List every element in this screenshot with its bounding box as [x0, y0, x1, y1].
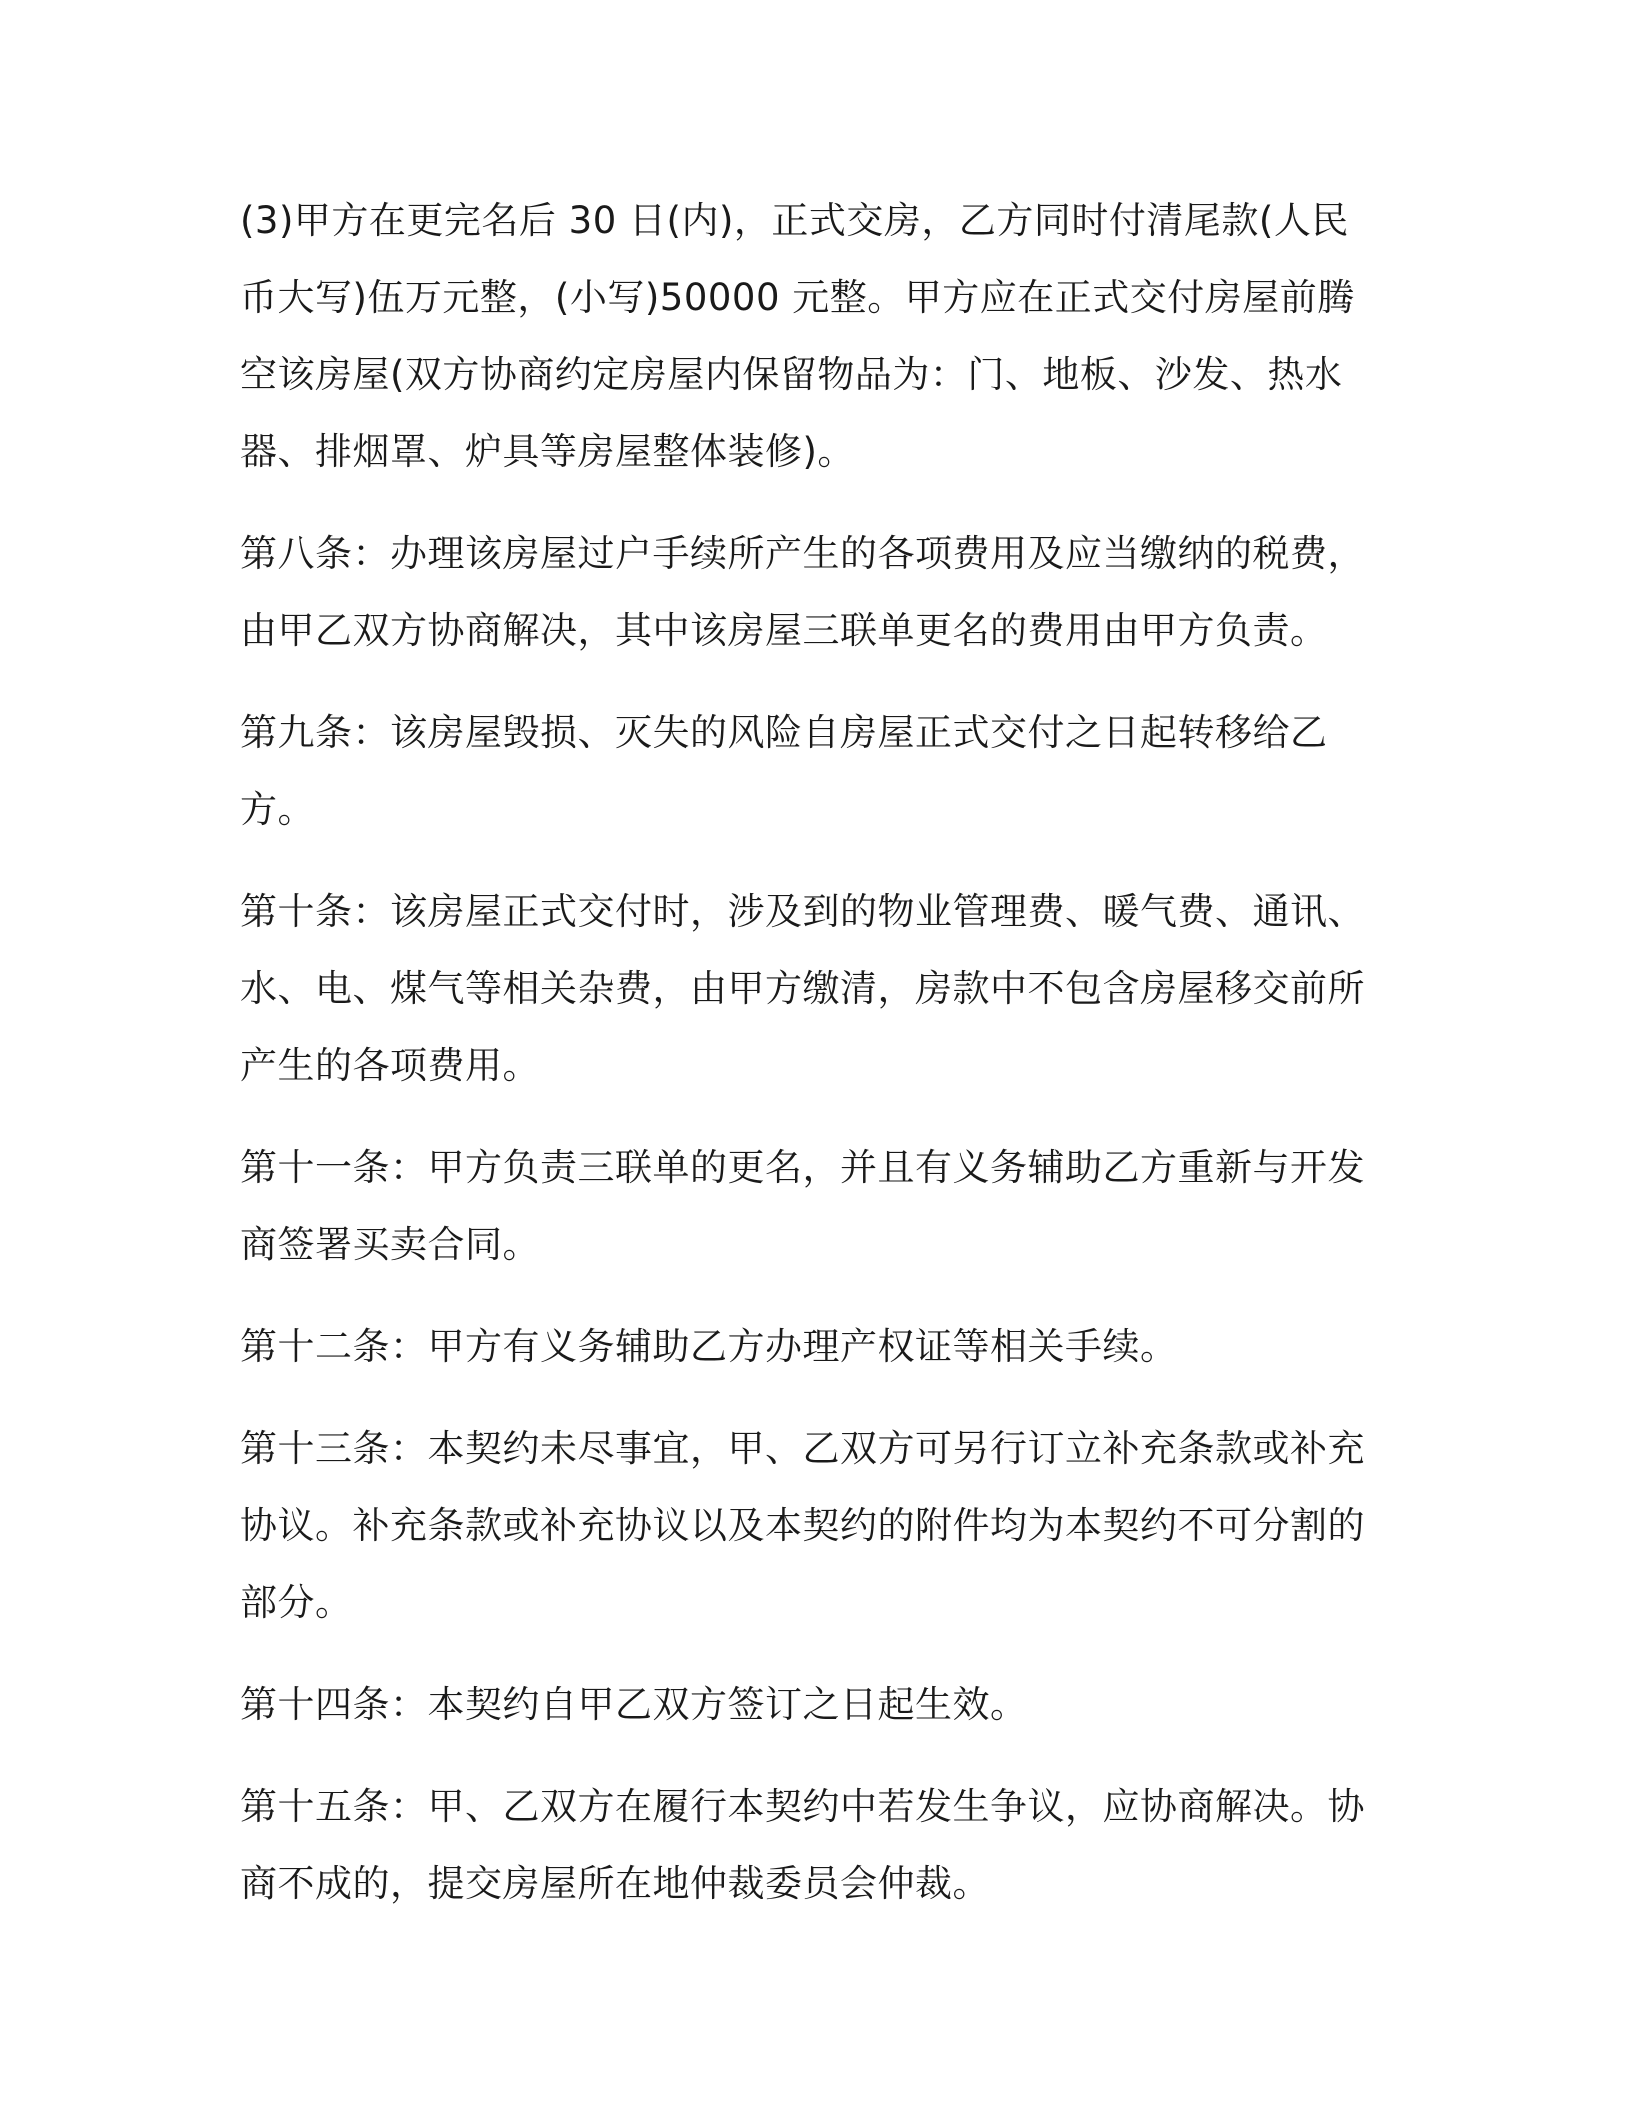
paragraph-clause-15: 第十五条：甲、乙双方在履行本契约中若发生争议，应协商解决。协商不成的，提交房屋所在地仲裁委员会仲裁。	[240, 1785, 1365, 1905]
document-body	[240, 182, 1380, 1947]
paragraph-clause-8: 第八条：办理该房屋过户手续所产生的各项费用及应当缴纳的税费，由甲乙双方协商解决，其中该房屋三联单更名的费用由甲方负责。	[240, 532, 1365, 652]
paragraph-clause-11: 第十一条：甲方负责三联单的更名，并且有义务辅助乙方重新与开发商签署买卖合同。	[240, 1146, 1365, 1266]
paragraph-clause-7-3: (3)甲方在更完名后 30 日(内)，正式交房，乙方同时付清尾款(人民币大写)伍万元整，(小写)50000 元整。甲方应在正式交付房屋前腾空该房屋(双方协商约定房屋内保留物品为：门、地板、沙发、热水器、排烟罩、炉具等房屋整体装修)。	[240, 199, 1355, 473]
paragraph-clause-12: 第十二条：甲方有义务辅助乙方办理产权证等相关手续。	[240, 1325, 1178, 1368]
paragraph-clause-10: 第十条：该房屋正式交付时，涉及到的物业管理费、暖气费、通讯、水、电、煤气等相关杂费，由甲方缴清，房款中不包含房屋移交前所产生的各项费用。	[240, 890, 1365, 1087]
paragraph-clause-14: 第十四条：本契约自甲乙双方签订之日起生效。	[240, 1683, 1028, 1726]
paragraph-clause-13: 第十三条：本契约未尽事宜，甲、乙双方可另行订立补充条款或补充协议。补充条款或补充协议以及本契约的附件均为本契约不可分割的部分。	[240, 1427, 1365, 1624]
paragraph-clause-9: 第九条：该房屋毁损、灭失的风险自房屋正式交付之日起转移给乙方。	[240, 711, 1328, 831]
